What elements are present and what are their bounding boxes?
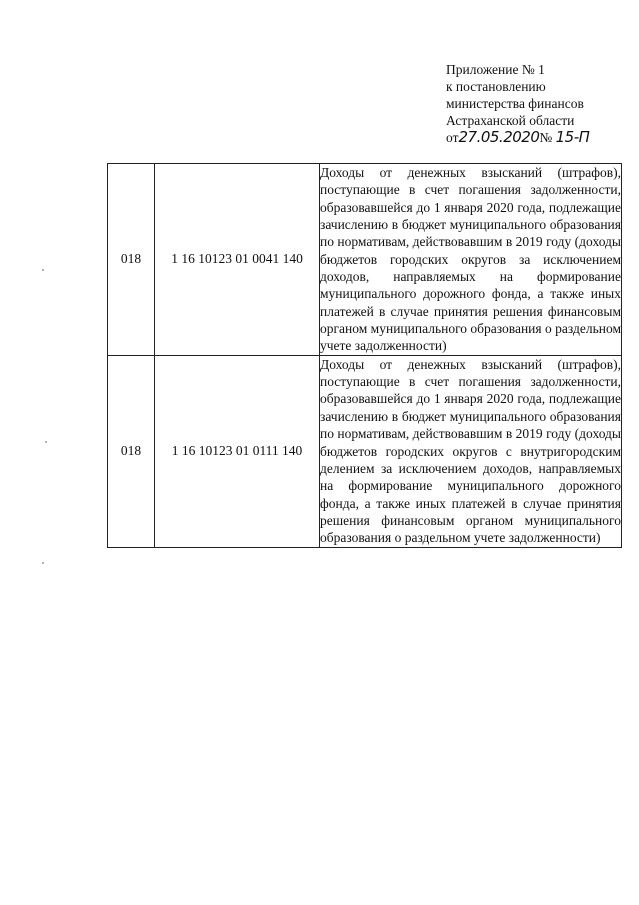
admin-code-cell: 018	[108, 164, 155, 356]
kbk-code-cell: 1 16 10123 01 0041 140	[155, 164, 320, 356]
table-row	[108, 164, 622, 356]
scan-artifact	[42, 562, 44, 564]
scan-artifact	[42, 269, 44, 271]
kbk-code-cell: 1 16 10123 01 0111 140	[155, 355, 320, 547]
handwritten-number: 15-П	[555, 128, 590, 146]
attachment-header	[446, 61, 589, 146]
income-description-cell: Доходы от денежных взысканий (штрафов), поступающие в счет погашения задолженности, образовавшейся до 1 января 2020 года, подлежащие зачислению в бюджет муниципального образования по нормативам, действовавшим в 2019 году (доходы бюджетов городских округов за исключением доходов, направляемых на формирование муниципального дорожного фонда, а также иных платежей в случае принятия решения финансовым органом муниципального образования о раздельном учете задолженности)	[320, 165, 621, 354]
scan-artifact	[45, 441, 47, 443]
attachment-title: Приложение № 1	[446, 62, 545, 77]
attachment-resolution-ref: к постановлению	[446, 79, 546, 94]
table-row	[108, 355, 622, 547]
number-prefix: №	[539, 130, 553, 145]
attachment-region: Астраханской области	[446, 113, 575, 128]
attachment-date-number	[446, 129, 589, 146]
handwritten-date: 27.05.2020	[458, 128, 540, 146]
income-description-cell: Доходы от денежных взысканий (штрафов), поступающие в счет погашения задолженности, образовавшейся до 1 января 2020 года, подлежащие зачислению в бюджет муниципального образования по нормативам, действовавшим в 2019 году (доходы бюджетов городских округов с внутригородским делением за исключением доходов, направляемых на формирование муниципального дорожного фонда, а также иных платежей в случае принятия решения финансовым органом муниципального образования о раздельном учете задолженности)	[320, 356, 621, 546]
budget-codes-table	[107, 163, 622, 548]
admin-code-cell: 018	[108, 355, 155, 547]
attachment-ministry: министерства финансов	[446, 96, 584, 111]
date-prefix: от	[446, 130, 459, 145]
